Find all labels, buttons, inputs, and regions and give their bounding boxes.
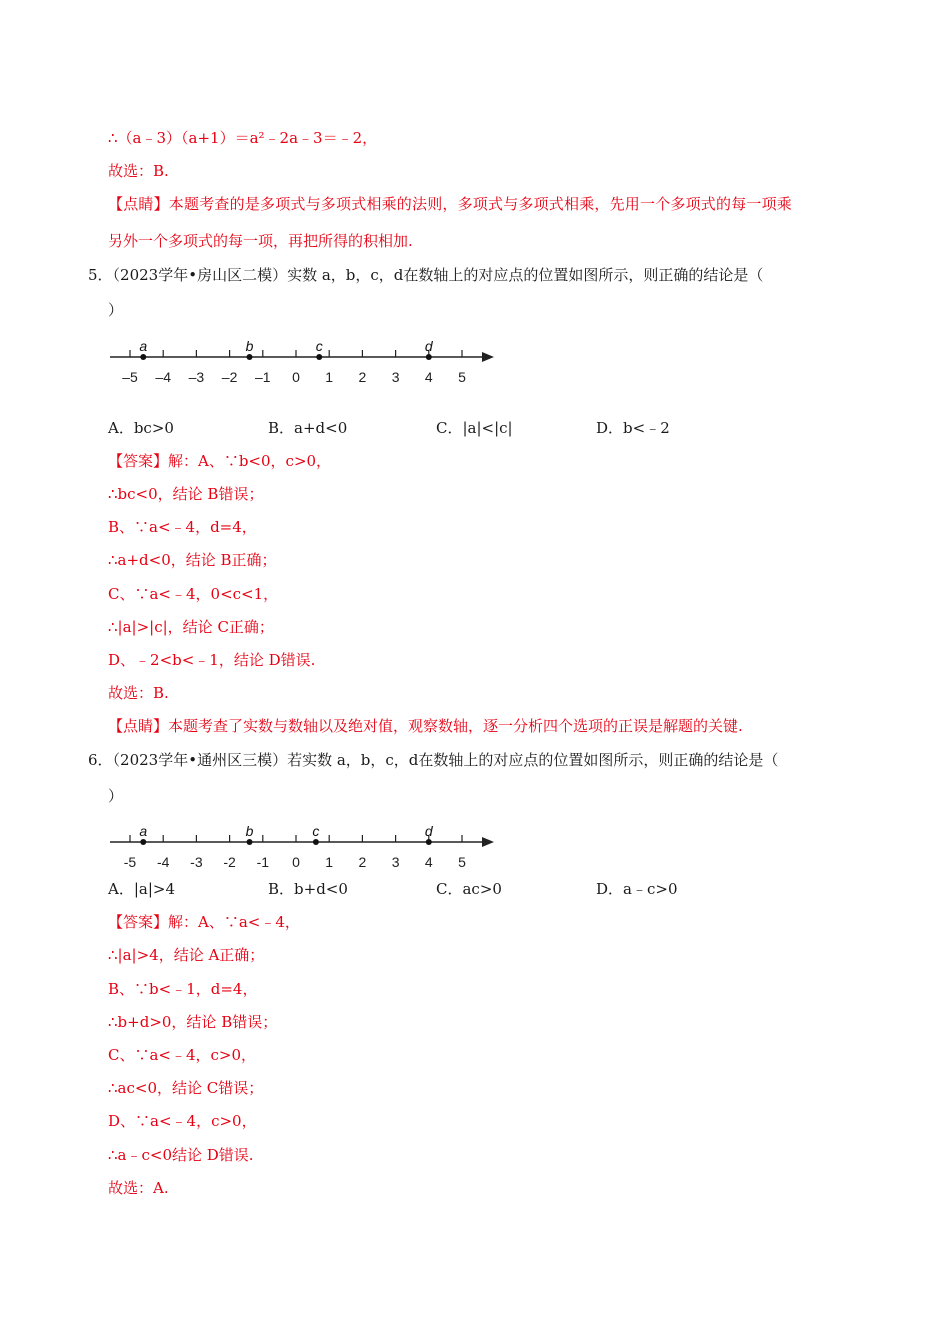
point-b — [247, 354, 253, 360]
number-line-q6 — [100, 815, 500, 875]
number-line-q5 — [100, 330, 500, 390]
tick-label: 4 — [424, 854, 433, 870]
tick-label: -2 — [223, 854, 236, 870]
solution-line: ∴（a﹣3）（a+1）＝a²﹣2a﹣3＝﹣2， — [108, 129, 378, 147]
answer-line: ∴a+d<0，结论 B正确； — [108, 551, 277, 569]
answer-choice-line: 故选：A. — [108, 1179, 169, 1197]
point-label-b: b — [245, 338, 254, 354]
tick-label: -5 — [123, 854, 137, 870]
question-stem-continuation: ） — [108, 787, 124, 805]
answer-line: ∴b+d>0，结论 B错误； — [108, 1013, 278, 1031]
tick-label: 1 — [325, 854, 334, 870]
question-stem: 5．（2023学年•房山区二模）实数 a，b，c，d在数轴上的对应点的位置如图所示，则正确的结论是（ — [88, 266, 764, 284]
tick-label: –1 — [255, 369, 271, 385]
tick-label: -1 — [256, 854, 270, 870]
tick-label: –2 — [221, 369, 238, 385]
point-label-a: a — [139, 338, 148, 354]
answer-line: ∴bc<0，结论 B错误； — [108, 485, 264, 503]
point-a — [140, 354, 146, 360]
tick-label: 5 — [458, 369, 466, 385]
option-a[interactable]: A．|a|>4 — [108, 880, 175, 898]
tick-label: 0 — [292, 369, 300, 385]
point-label-b: b — [245, 823, 254, 839]
comment-line: 【点睛】本题考查了实数与数轴以及绝对值，观察数轴，逐一分析四个选项的正误是解题的关键. — [108, 717, 743, 735]
tick-label: 1 — [325, 369, 334, 385]
answer-line: D、∵a<﹣4，c>0， — [108, 1112, 257, 1130]
tick-label: 5 — [458, 854, 466, 870]
answer-line: D、﹣2<b<﹣1，结论 D错误. — [108, 651, 316, 669]
answer-line: 【答案】解：A、∵b<0，c>0， — [108, 452, 332, 470]
axis-arrow-icon — [482, 352, 494, 362]
point-d — [426, 354, 432, 360]
answer-line: B、∵b<﹣1，d=4， — [108, 980, 258, 998]
tick-label: –5 — [122, 369, 138, 385]
option-b[interactable]: B．b+d<0 — [268, 880, 348, 898]
tick-label: -3 — [190, 854, 203, 870]
answer-line: ∴|a|>4，结论 A正确； — [108, 946, 265, 964]
question-stem-continuation: ） — [108, 301, 124, 319]
point-label-a: a — [139, 823, 148, 839]
option-b[interactable]: B．a+d<0 — [268, 419, 348, 437]
comment-line: 另外一个多项式的每一项，再把所得的积相加. — [108, 232, 413, 250]
option-a[interactable]: A．bc>0 — [108, 419, 174, 437]
tick-label: 2 — [358, 369, 367, 385]
option-c[interactable]: C．ac>0 — [436, 880, 502, 898]
question-stem: 6．（2023学年•通州区三模）若实数 a，b，c，d在数轴上的对应点的位置如图所示，则正确的结论是（ — [88, 751, 779, 769]
answer-line: ∴ac<0，结论 C错误； — [108, 1079, 264, 1097]
point-a — [140, 839, 146, 845]
point-b — [247, 839, 253, 845]
point-c — [313, 839, 319, 845]
answer-line: ∴a﹣c<0结论 D错误. — [108, 1146, 254, 1164]
comment-line: 【点睛】本题考查的是多项式与多项式相乘的法则，多项式与多项式相乘，先用一个多项式的每一项乘 — [108, 195, 793, 213]
point-c — [316, 354, 322, 360]
answer-line: C、∵a<﹣4，0<c<1， — [108, 585, 279, 603]
option-d[interactable]: D．b<﹣2 — [596, 419, 670, 437]
answer-choice-line: 故选：B. — [108, 684, 169, 702]
answer-line: 【答案】解：A、∵a<﹣4， — [108, 913, 300, 931]
answer-choice-line: 故选：B. — [108, 162, 169, 180]
tick-label: 0 — [292, 854, 300, 870]
tick-label: 3 — [391, 854, 400, 870]
answer-line: C、∵a<﹣4，c>0， — [108, 1046, 257, 1064]
axis-arrow-icon — [482, 837, 494, 847]
option-d[interactable]: D．a﹣c>0 — [596, 880, 678, 898]
tick-label: –4 — [155, 369, 171, 385]
tick-label: -4 — [156, 854, 170, 870]
tick-label: 2 — [358, 854, 367, 870]
point-label-c: c — [312, 823, 320, 839]
tick-label: 4 — [424, 369, 433, 385]
point-label-d: d — [424, 338, 433, 354]
point-d — [426, 839, 432, 845]
answer-line: ∴|a|>|c|，结论 C正确； — [108, 618, 274, 636]
tick-label: 3 — [391, 369, 400, 385]
answer-line: B、∵a<﹣4，d=4， — [108, 518, 257, 536]
point-label-d: d — [424, 823, 433, 839]
option-c[interactable]: C．|a|<|c| — [436, 419, 513, 437]
point-label-c: c — [315, 338, 323, 354]
tick-label: –3 — [188, 369, 205, 385]
